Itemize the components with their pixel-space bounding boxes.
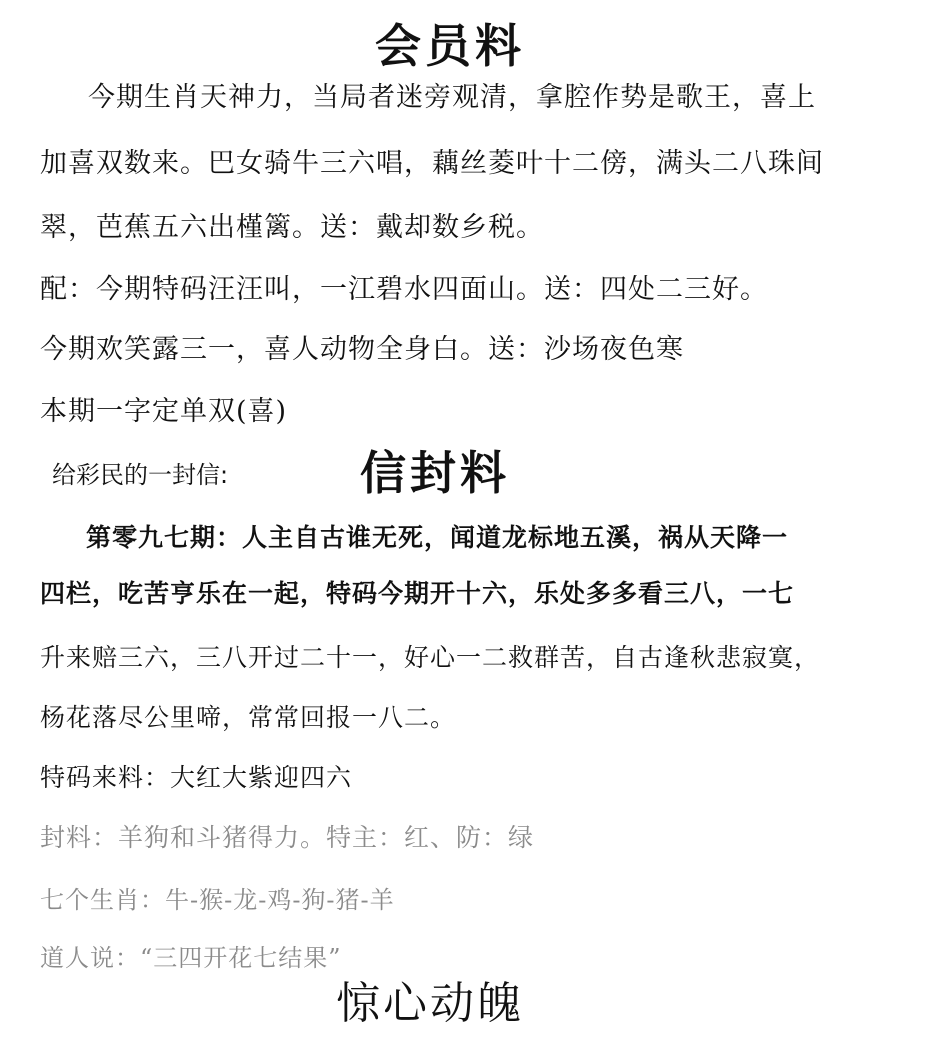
- envelope-line-4: 杨花落尽公里啼，常常回报一八二。: [40, 703, 457, 732]
- member-line-1: 今期生肖天神力，当局者迷旁观清，拿腔作势是歌王，喜上: [88, 82, 816, 113]
- member-line-6: 本期一字定单双(喜): [40, 396, 288, 427]
- envelope-line-5: 特码来料：大红大紫迎四六: [40, 763, 353, 792]
- member-line-5: 今期欢笑露三一，喜人动物全身白。送：沙场夜色寒: [40, 334, 684, 365]
- envelope-line-1: 第零九七期：人主自古谁无死，闻道龙标地五溪，祸从天降一: [86, 523, 789, 552]
- envelope-line-3: 升来赔三六，三八开过二十一，好心一二救群苦，自古逢秋悲寂寞，: [40, 643, 821, 672]
- section-title-member: 会员料: [375, 19, 525, 73]
- section-title-envelope: 信封料: [360, 446, 510, 500]
- member-line-3: 翠，芭蕉五六出槿篱。送：戴却数乡税。: [40, 212, 544, 243]
- envelope-line-7: 七个生肖：牛-猴-龙-鸡-狗-猪-羊: [40, 886, 395, 914]
- section-title-thrilling: 惊心动魄: [336, 978, 524, 1029]
- envelope-line-8: 道人说：“三四开花七结果”: [40, 944, 342, 972]
- member-line-2: 加喜双数来。巴女骑牛三六唱，藕丝菱叶十二傍，满头二八珠间: [40, 148, 824, 179]
- member-line-4: 配：今期特码汪汪叫，一江碧水四面山。送：四处二三好。: [40, 274, 768, 305]
- envelope-line-2: 四栏，吃苦亨乐在一起，特码今期开十六，乐处多多看三八，一七: [40, 579, 795, 608]
- letter-subtitle: 给彩民的一封信:: [52, 461, 229, 489]
- envelope-line-6: 封料：羊狗和斗猪得力。特主：红、防：绿: [40, 823, 535, 852]
